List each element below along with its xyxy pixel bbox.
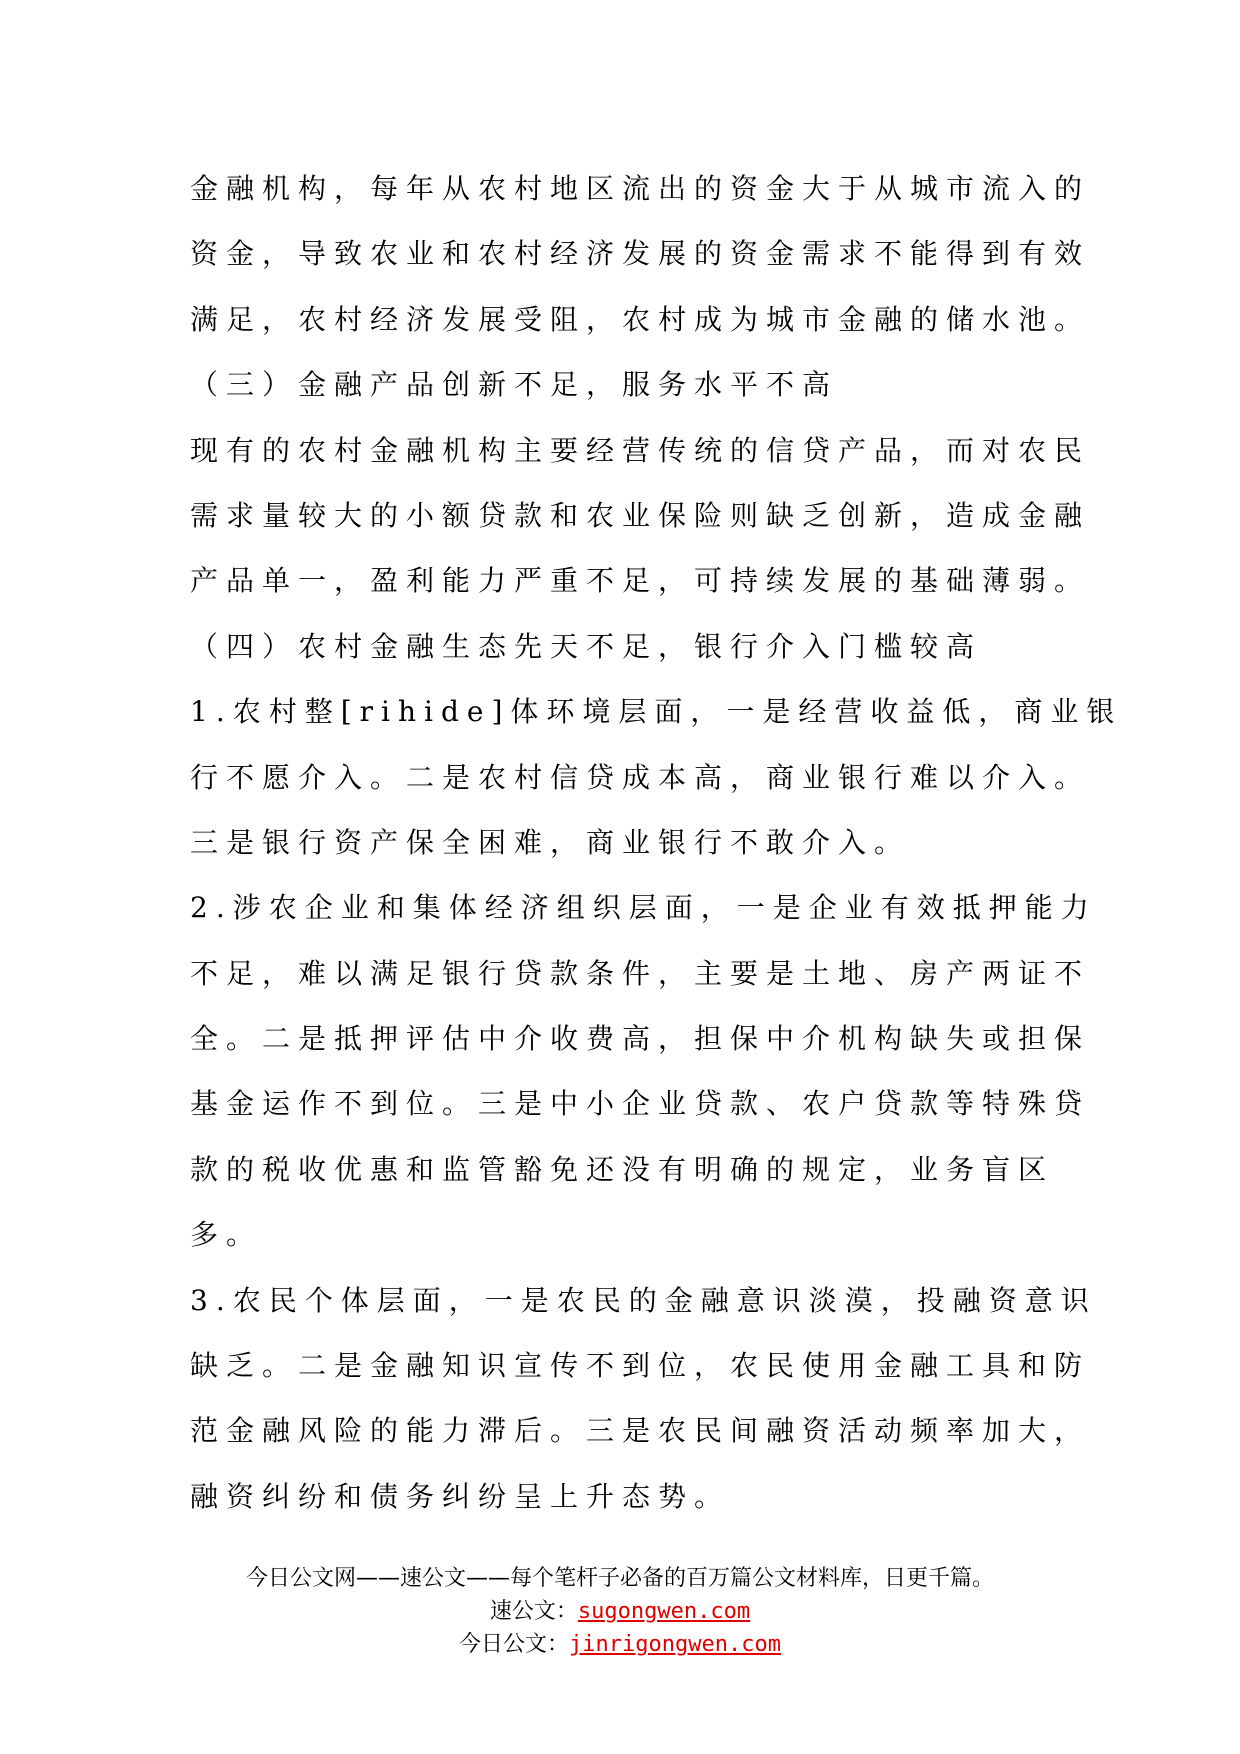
jinri-label: 今日公文： xyxy=(459,1632,570,1657)
text-line: 金融机构，每年从农村地区流出的资金大于从城市流入的 xyxy=(190,172,1091,205)
footer-slogan: 今日公文网——速公文——每个笔杆子必备的百万篇公文材料库，日更千篇。 xyxy=(245,1566,994,1591)
text-line: 资金，导致农业和农村经济发展的资金需求不能得到有效 xyxy=(190,237,1091,271)
text-line: 全。二是抵押评估中介收费高，担保中介机构缺失或担保 xyxy=(190,1022,1091,1056)
text-line: 产品单一，盈利能力严重不足，可持续发展的基础薄弱。 xyxy=(190,564,1091,598)
text-line: 行不愿介入。二是农村信贷成本高，商业银行难以介入。 xyxy=(190,760,1091,794)
text-line: 融资纠纷和债务纠纷呈上升态势。 xyxy=(190,1479,731,1513)
text-line: 满足，农村经济发展受阻，农村成为城市金融的储水池。 xyxy=(190,302,1091,336)
text-line: 1.农村整[rihide]体环境层面，一是经营收益低，商业银 xyxy=(190,695,1123,729)
text-line: 现有的农村金融机构主要经营传统的信贷产品，而对农民 xyxy=(190,433,1091,467)
text-line: （四）农村金融生态先天不足，银行介入门槛较高 xyxy=(190,629,983,663)
text-line: 不足，难以满足银行贷款条件，主要是土地、房产两证不 xyxy=(190,956,1091,990)
text-line: 基金运作不到位。三是中小企业贷款、农户贷款等特殊贷 xyxy=(190,1087,1091,1121)
text-line: 缺乏。二是金融知识宣传不到位，农民使用金融工具和防 xyxy=(190,1349,1091,1383)
text-line: 三是银行资产保全困难，商业银行不敢介入。 xyxy=(190,825,911,859)
text-line: 2.涉农企业和集体经济组织层面，一是企业有效抵押能力 xyxy=(190,891,1097,925)
document-body xyxy=(190,166,1123,1539)
footer xyxy=(0,1562,1240,1661)
text-line: 需求量较大的小额贷款和农业保险则缺乏创新，造成金融 xyxy=(190,498,1091,532)
sugongwen-link[interactable]: sugongwen.com xyxy=(577,1599,751,1624)
jinri-link[interactable]: jinrigongwen.com xyxy=(569,1632,781,1657)
text-line: 款的税收优惠和监管豁免还没有明确的规定，业务盲区 xyxy=(190,1152,1055,1186)
footer-sugongwen xyxy=(0,1595,1240,1628)
text-line: 范金融风险的能力滞后。三是农民间融资活动频率加大， xyxy=(190,1414,1091,1448)
text-line: 3.农民个体层面，一是农民的金融意识淡漠，投融资意识 xyxy=(190,1283,1097,1317)
text-line: 多。 xyxy=(190,1218,263,1252)
footer-jinri xyxy=(0,1628,1240,1661)
text-line: （三）金融产品创新不足，服务水平不高 xyxy=(190,368,839,402)
sugongwen-label: 速公文： xyxy=(489,1599,578,1624)
